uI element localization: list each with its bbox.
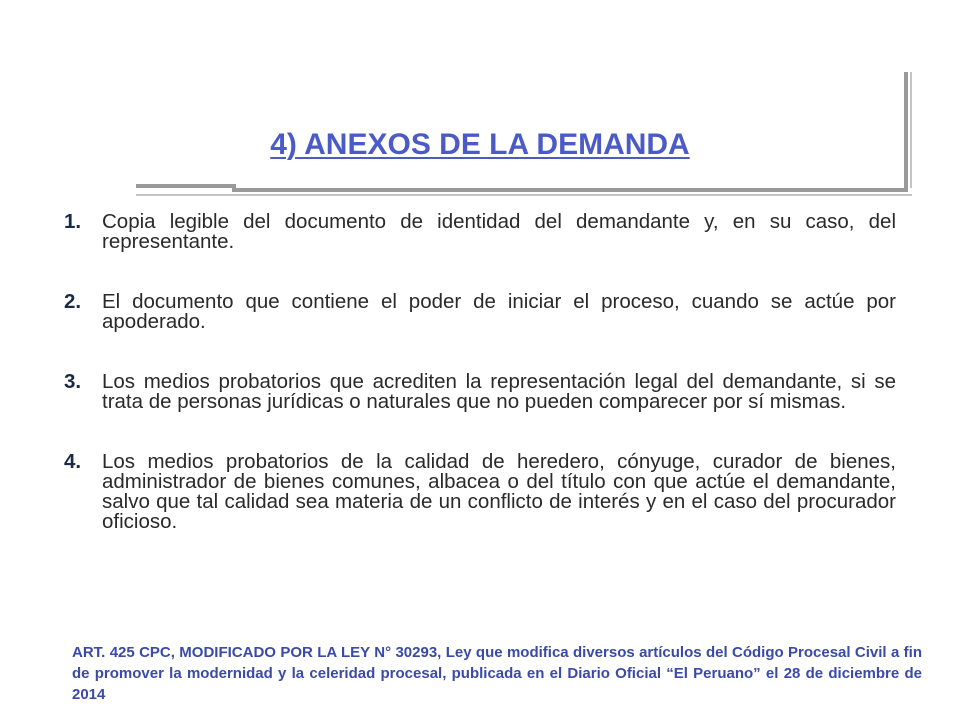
legal-footnote: ART. 425 CPC, MODIFICADO POR LA LEY N° 30293, Ley que modifica diversos artículos del Código Procesal Civil a fin de promover la modernidad y la celeridad procesal, publicada en el Diario Oficial “El Peruano” el 28 de diciembre de 2014 — [72, 644, 922, 703]
slide-title: 4) ANEXOS DE LA DEMANDA — [270, 128, 690, 161]
item-text: Los medios probatorios que acrediten la representación legal del demandante, si se trata de personas jurídicas o naturales que no pueden comparecer por sí mismas. — [102, 370, 896, 413]
title-frame-line — [136, 184, 236, 188]
list-item — [64, 212, 896, 252]
item-number: 1. — [64, 210, 82, 233]
list-item — [64, 452, 896, 532]
annex-list — [64, 212, 896, 532]
item-text: Los medios probatorios de la calidad de heredero, cónyuge, curador de bienes, administrador de bienes comunes, albacea o del título con que actúe el demandante, salvo que tal calidad sea materia de un conflicto de interés y en el caso del procurador oficioso. — [102, 450, 896, 533]
item-text: El documento que contiene el poder de iniciar el proceso, cuando se actúe por apoderado. — [102, 290, 896, 333]
item-text: Copia legible del documento de identidad del demandante y, en su caso, del representante. — [102, 210, 896, 253]
list-item — [64, 292, 896, 332]
item-number: 2. — [64, 290, 82, 313]
item-number: 4. — [64, 450, 82, 473]
item-number: 3. — [64, 370, 82, 393]
list-item — [64, 372, 896, 412]
